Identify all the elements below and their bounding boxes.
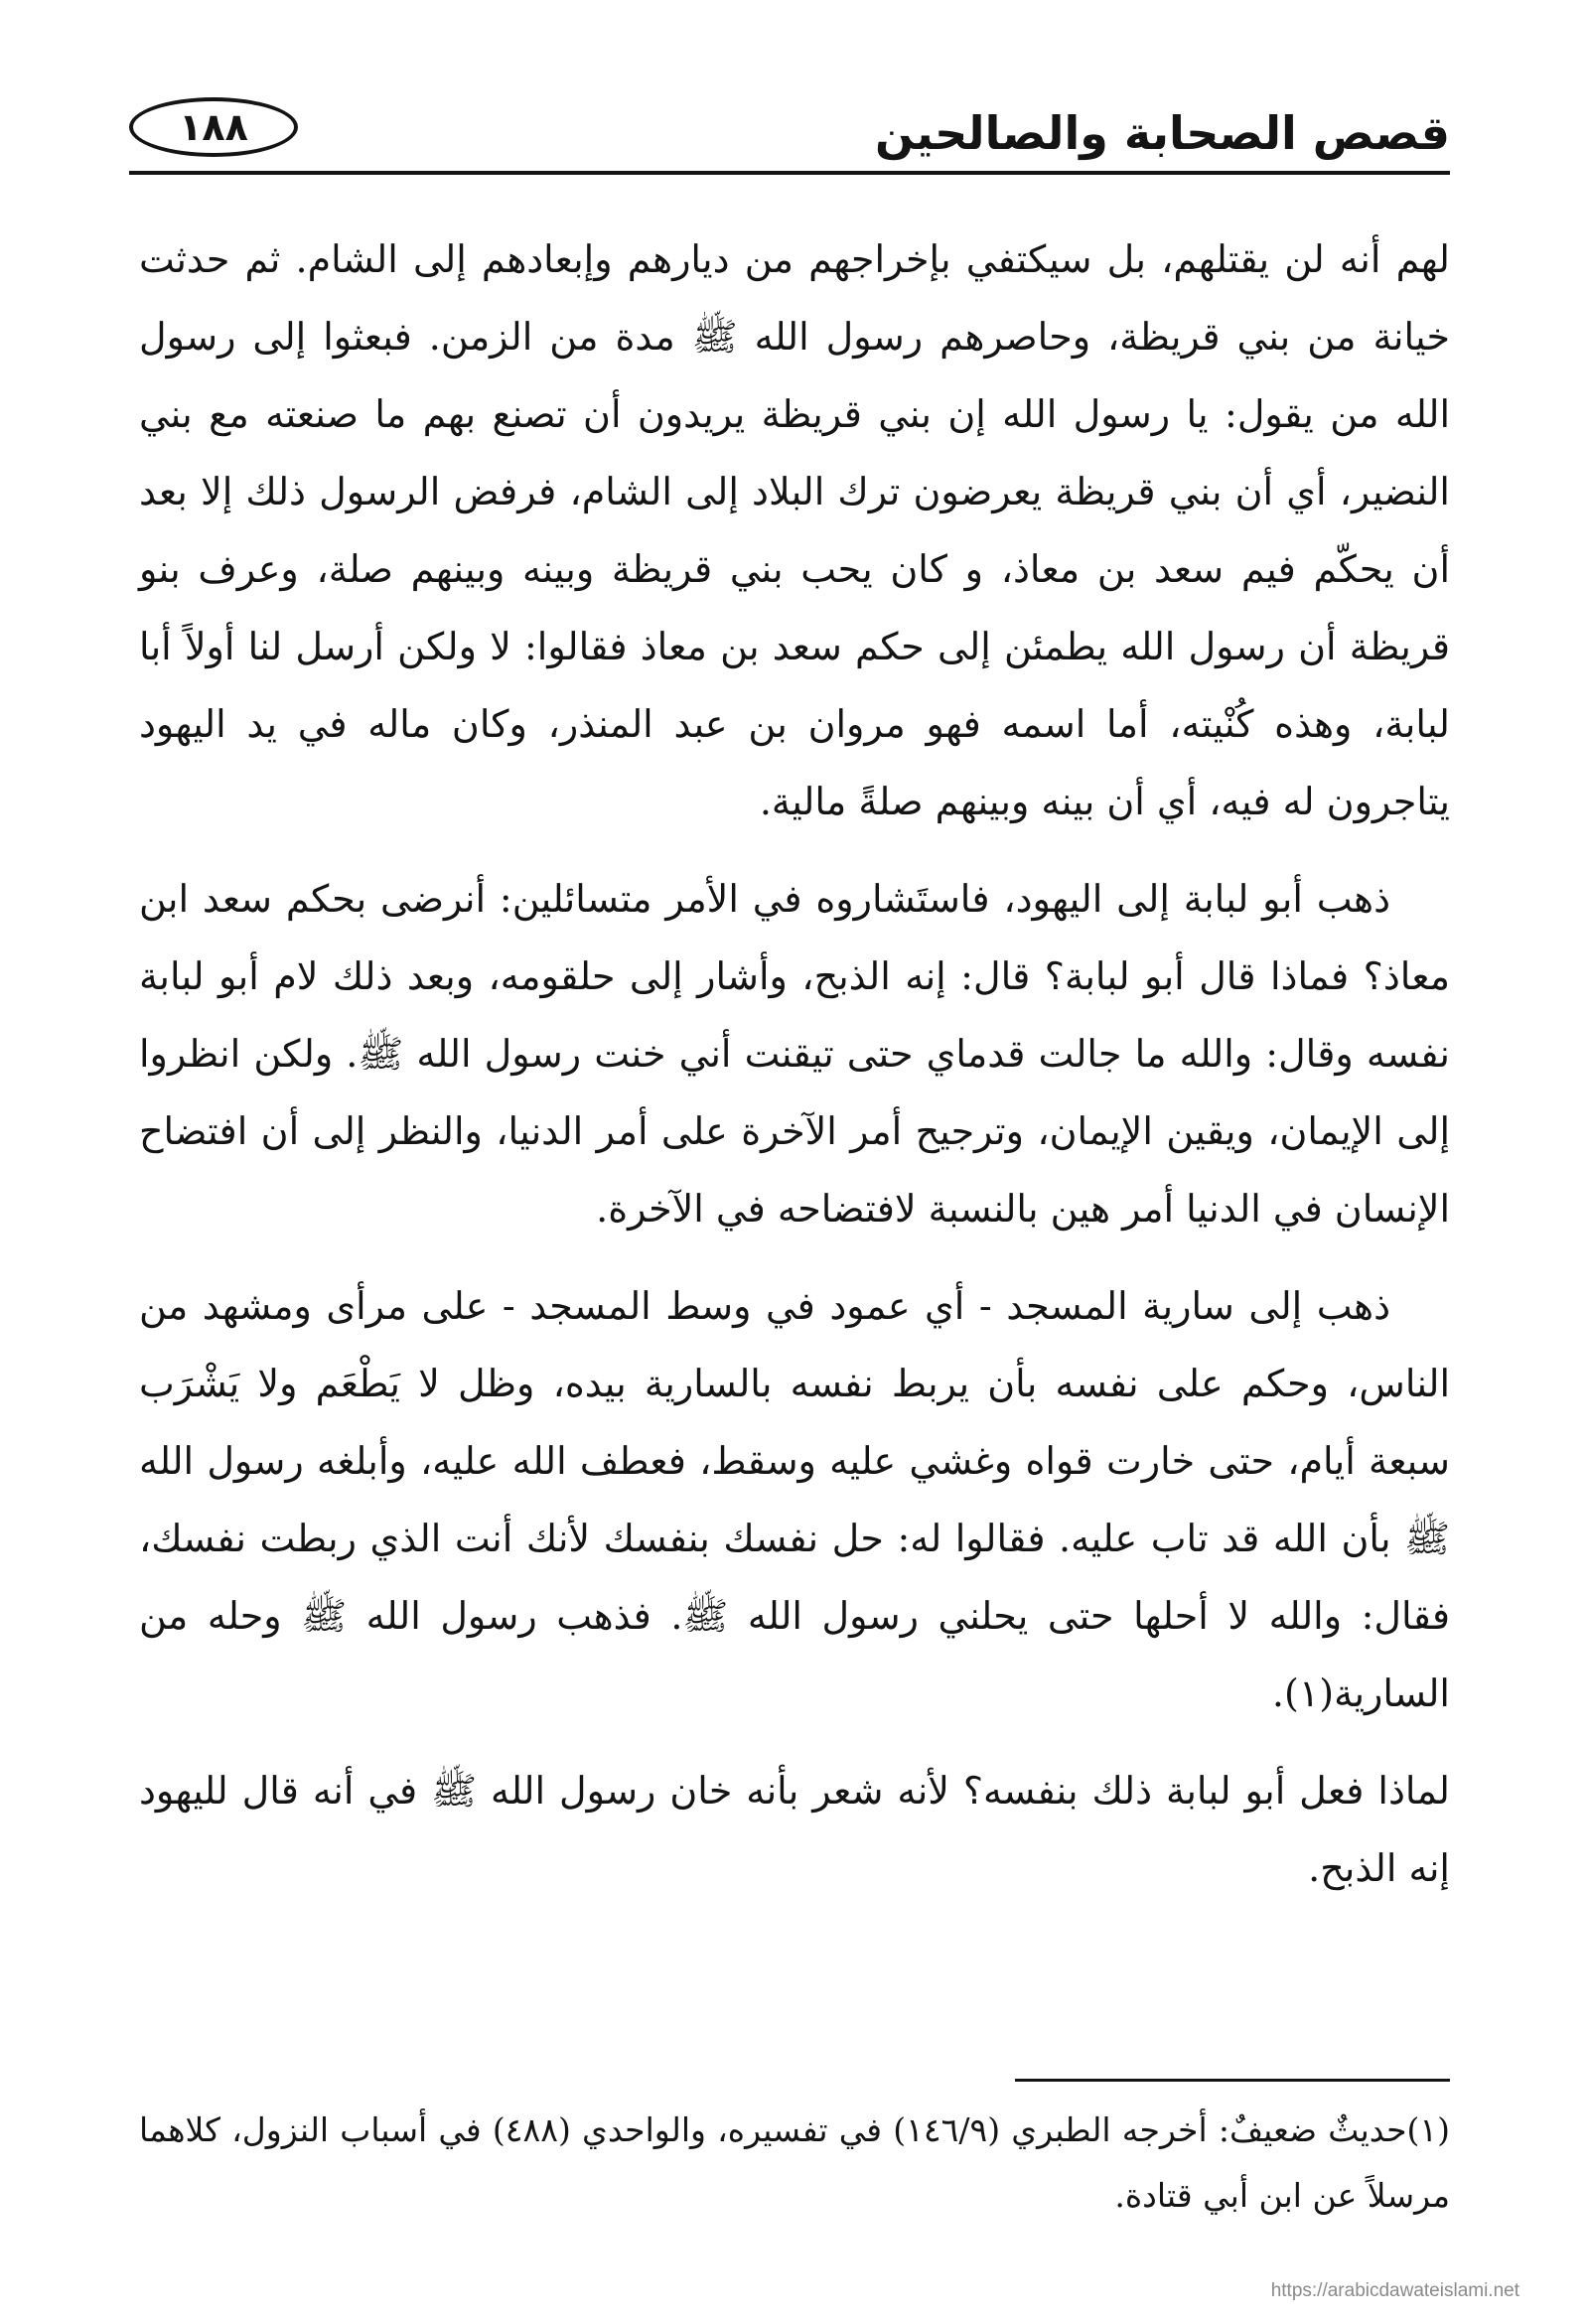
- running-title: قصص الصحابة والصالحين: [874, 106, 1450, 160]
- paragraph: ذهب أبو لبابة إلى اليهود، فاستَشاروه في الأمر متسائلين: أنرضى بحكم سعد ابن معاذ؟ فماذا قال أبو لبابة؟ قال: إنه الذبح، وأشار إلى حلقومه، وبعد ذلك لام أبو لبابة نفسه وقال: والله ما جالت قدماي حتى تيقنت أني خنت رسول الله ﷺ. ولكن انظروا إلى الإيمان، ويقين الإيمان، وترجيح أمر الآخرة على أمر الدنيا، والنظر إلى أن افتضاح الإنسان في الدنيا أمر هين بالنسبة لافتضاحه في الآخرة.: [139, 877, 1450, 1231]
- footnote: (١)حديثٌ ضعيفٌ: أخرجه الطبري (١٤٦/٩) في تفسيره، والواحدي (٤٨٨) في أسباب النزول، كلاهما مرسلاً عن ابن أبي قتادة.: [139, 2110, 1451, 2215]
- header-rule: [129, 171, 1450, 175]
- page-number: ١٨٨: [129, 97, 298, 157]
- main-text: [139, 220, 1450, 1927]
- paragraph: ذهب إلى سارية المسجد - أي عمود في وسط المسجد - على مرأى ومشهد من الناس، وحكم على نفسه بأن يربط نفسه بالسارية بيده، وظل لا يَطْعَم ولا يَشْرَب سبعة أيام، حتى خارت قواه وغشي عليه وسقط، فعطف الله عليه، وأبلغه رسول الله ﷺ بأن الله قد تاب عليه. فقالوا له: حل نفسك بنفسك لأنك أنت الذي ربطت نفسك، فقال: والله لا أحلها حتى يحلني رسول الله ﷺ. فذهب رسول الله ﷺ وحله من السارية(١).: [139, 1284, 1450, 1715]
- source-url: https://arabicdawateislami.net: [1270, 2280, 1519, 2301]
- paragraph: لهم أنه لن يقتلهم، بل سيكتفي بإخراجهم من ديارهم وإبعادهم إلى الشام. ثم حدثت خيانة من بني قريظة، وحاصرهم رسول الله ﷺ مدة من الزمن. فبعثوا إلى رسول الله من يقول: يا رسول الله إن بني قريظة يريدون أن تصنع بهم ما صنعته مع بني النضير، أي أن بني قريظة يعرضون ترك البلاد إلى الشام، فرفض الرسول ذلك إلا بعد أن يحكّم فيم سعد بن معاذ، و كان يحب بني قريظة وبينه وبينهم صلة، وعرف بنو قريظة أن رسول الله يطمئن إلى حكم سعد بن معاذ فقالوا: لا ولكن أرسل لنا أولاً أبا لبابة، وهذه كُنْيته، أما اسمه فهو مروان بن عبد المنذر، وكان ماله في يد اليهود يتاجرون له فيه، أي أن بينه وبينهم صلةً مالية.: [139, 237, 1450, 823]
- paragraph: لماذا فعل أبو لبابة ذلك بنفسه؟ لأنه شعر بأنه خان رسول الله ﷺ في أنه قال لليهود إنه الذبح.: [139, 1769, 1450, 1890]
- footnote-rule: [1015, 2079, 1450, 2082]
- page-header: [129, 97, 1450, 177]
